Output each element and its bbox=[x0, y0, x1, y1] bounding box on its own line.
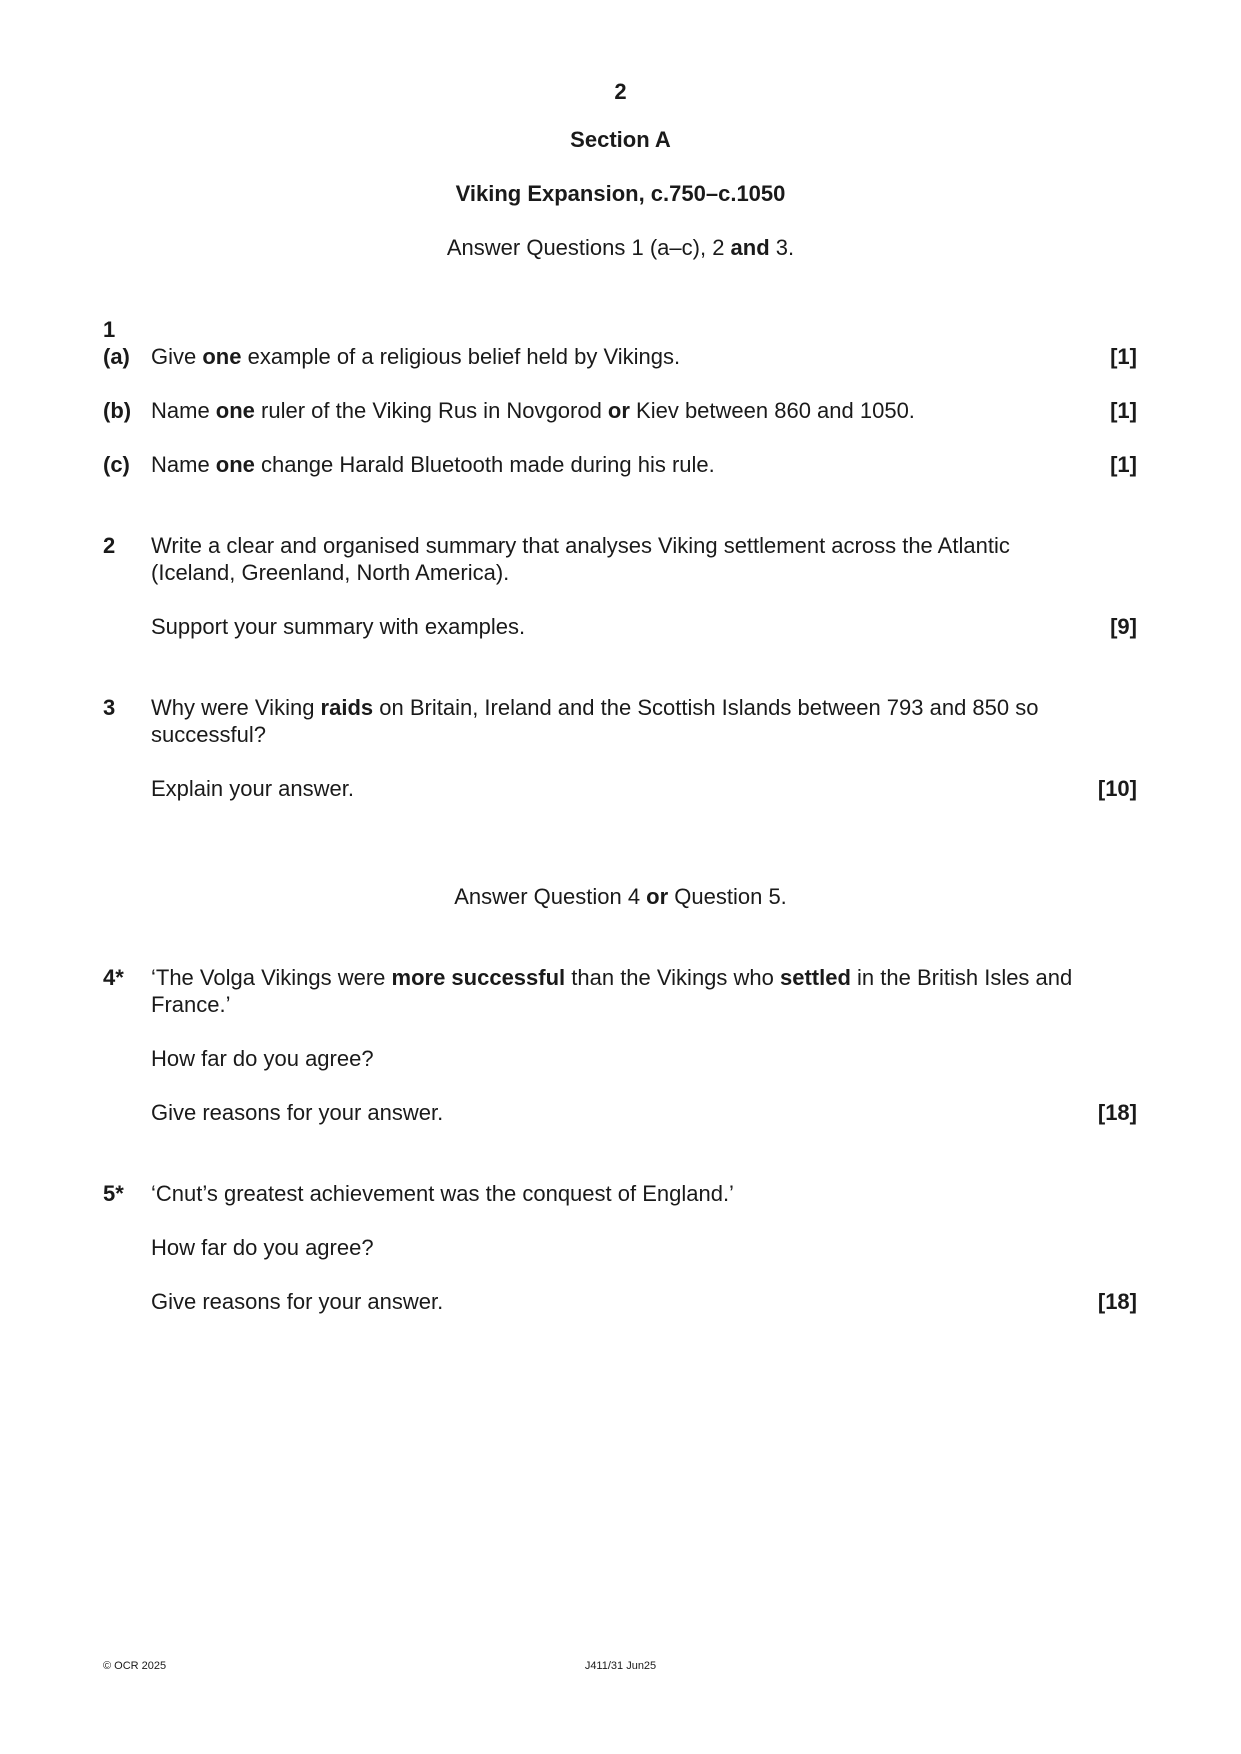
question-5-number: 5* bbox=[103, 1181, 124, 1206]
question-1b-label: (b) bbox=[103, 398, 132, 423]
question-3-text: Why were Viking raids on Britain, Ireland and the Scottish Islands between 793 and 850 so successful? bbox=[151, 695, 1039, 747]
question-4-text: ‘The Volga Vikings were more successful than the Vikings who settled in the British Isles and France.’ bbox=[151, 965, 1073, 1017]
question-3-number: 3 bbox=[103, 695, 116, 720]
instruction-question-4-or-5: Answer Question 4 or Question 5. bbox=[454, 884, 787, 909]
question-1c-label: (c) bbox=[103, 452, 130, 477]
question-1b-text: Name one ruler of the Viking Rus in Novgorod or Kiev between 860 and 1050. bbox=[151, 398, 915, 423]
question-2-text: Write a clear and organised summary that analyses Viking settlement across the Atlantic (Iceland, Greenland, North America). bbox=[151, 533, 1010, 585]
footer-paper-code: J411/31 Jun25 bbox=[584, 1660, 657, 1672]
question-5-agree: How far do you agree? bbox=[151, 1235, 374, 1260]
topic-title: Viking Expansion, c.750–c.1050 bbox=[455, 181, 786, 206]
question-4-agree: How far do you agree? bbox=[151, 1046, 374, 1071]
question-1c-text: Name one change Harald Bluetooth made during his rule. bbox=[151, 452, 715, 477]
question-3-marks: [10] bbox=[1097, 776, 1137, 801]
page-number: 2 bbox=[614, 79, 627, 104]
question-2-marks: [9] bbox=[1110, 614, 1137, 639]
question-1a-text: Give one example of a religious belief held by Vikings. bbox=[151, 344, 681, 369]
question-1-number: 1 bbox=[103, 317, 116, 342]
question-1a-label: (a) bbox=[103, 344, 130, 369]
question-1b-marks: [1] bbox=[1110, 398, 1137, 423]
question-4-reasons: Give reasons for your answer. bbox=[151, 1100, 444, 1125]
question-2-number: 2 bbox=[103, 533, 116, 558]
question-3-explain: Explain your answer. bbox=[151, 776, 354, 801]
question-4-number: 4* bbox=[103, 965, 124, 990]
section-title: Section A bbox=[570, 127, 671, 152]
footer-copyright: © OCR 2025 bbox=[103, 1660, 167, 1672]
question-5-quote: ‘Cnut’s greatest achievement was the conquest of England.’ bbox=[151, 1181, 734, 1206]
question-5-marks: [18] bbox=[1097, 1289, 1137, 1314]
question-1a-marks: [1] bbox=[1110, 344, 1137, 369]
question-4-marks: [18] bbox=[1097, 1100, 1137, 1125]
instruction-questions-1-3: Answer Questions 1 (a–c), 2 and 3. bbox=[446, 235, 795, 260]
question-5-reasons: Give reasons for your answer. bbox=[151, 1289, 444, 1314]
question-1c-marks: [1] bbox=[1110, 452, 1137, 477]
question-2-support: Support your summary with examples. bbox=[151, 614, 526, 639]
